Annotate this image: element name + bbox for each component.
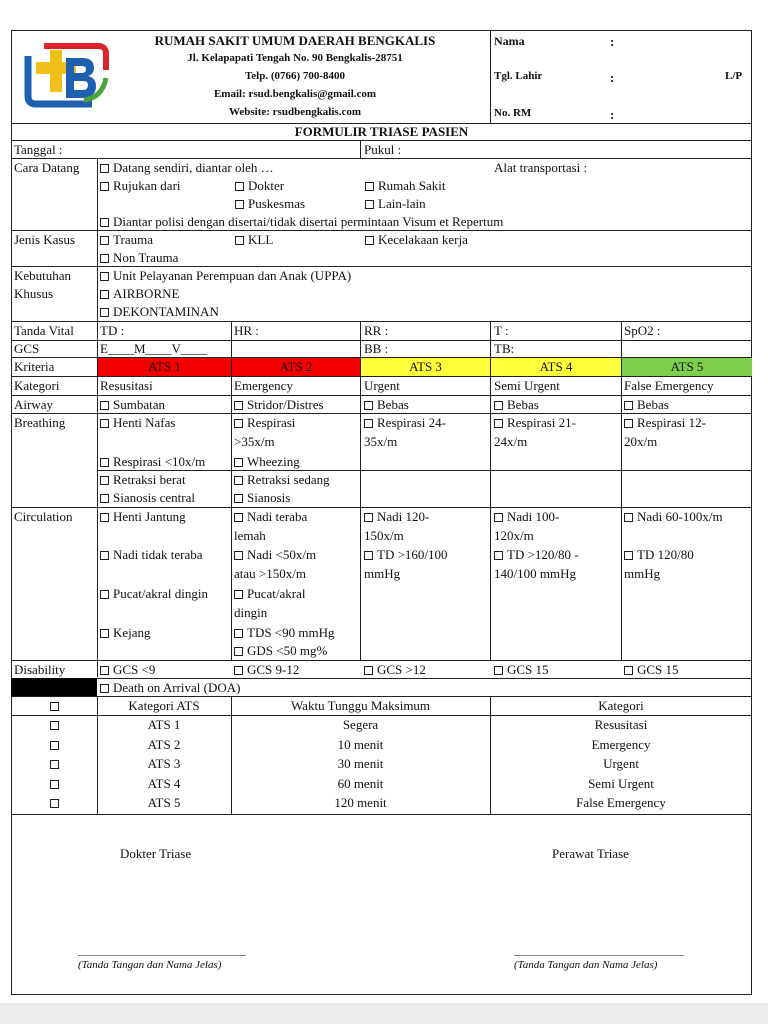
circulation-label: Circulation [14,509,73,524]
nadi-100-120-checkbox[interactable]: Nadi 100- [494,509,559,524]
dokter-checkbox[interactable]: Dokter [235,178,284,193]
respirasi-gt35-line2: >35x/m [234,434,275,449]
henti-nafas-checkbox[interactable]: Henti Nafas [100,415,175,430]
respirasi-21-24-line2: 24x/m [494,434,528,449]
checkbox-icon [234,647,243,656]
checkbox-icon [364,551,373,560]
nadi-teraba-lemah-checkbox[interactable]: Nadi teraba [234,509,307,524]
airway-ats2-checkbox[interactable]: Stridor/Distres [234,397,324,412]
nadi-lt50-line2: atau >150x/m [234,566,306,581]
pucat-akral-ats2-checkbox[interactable]: Pucat/akral [234,586,305,601]
nadi-teraba-lemah-line2: lemah [234,528,266,543]
checkbox-icon [100,419,109,428]
lain-lain-checkbox[interactable]: Lain-lain [365,196,426,211]
pucat-akral-ats2-line2: dingin [234,605,268,620]
rule [11,507,752,508]
checkbox-icon [235,236,244,245]
airway-ats4-checkbox[interactable]: Bebas [494,397,539,412]
checkbox-icon [234,419,243,428]
gds-lt50-checkbox[interactable]: GDS <50 mg% [234,643,327,658]
non-trauma-checkbox[interactable]: Non Trauma [100,250,178,265]
tds-lt90-checkbox[interactable]: TDS <90 mmHg [234,625,335,640]
ats3-label: ATS 3 [409,359,442,374]
gcs-lt9-checkbox[interactable]: GCS <9 [100,662,155,677]
checkbox-icon [100,629,109,638]
ats2-label: ATS 2 [279,359,313,374]
summary-row-ats: ATS 3 [147,756,181,771]
respirasi-21-24-checkbox[interactable]: Respirasi 21- [494,415,576,430]
summary-row-wait: 30 menit [337,756,384,771]
checkbox-icon [100,401,109,410]
summary-row-checkbox[interactable] [11,795,97,810]
summary-row-kategori: Emergency [591,736,651,752]
kategori-ats2: Emergency [234,378,293,393]
puskesmas-checkbox[interactable]: Puskesmas [235,196,305,211]
khusus-label: Khusus [14,286,54,301]
rujukan-checkbox[interactable]: Rujukan dari [100,178,181,193]
checkbox-icon [624,513,633,522]
summary-col-wait: Waktu Tunggu Maksimum [290,698,431,713]
td-gt120-checkbox[interactable]: TD >120/80 - [494,547,579,562]
lp-label: L/P [725,70,743,82]
checkbox-icon [235,182,244,191]
pukul-label: Pukul : [364,142,402,157]
checkbox-icon [365,236,374,245]
wheezing-checkbox[interactable]: Wheezing [234,454,300,469]
summary-row-ats: ATS 4 [147,775,181,791]
rule [11,696,752,697]
kriteria-label: Kriteria [14,359,55,374]
td-gt160-line2: mmHg [364,566,401,581]
jenis-kasus-label: Jenis Kasus [14,232,76,247]
ats5-label: ATS 5 [670,359,704,374]
checkbox-icon [100,476,109,485]
henti-jantung-checkbox[interactable]: Henti Jantung [100,509,186,524]
respirasi-12-20-line2: 20x/m [624,434,658,449]
checkbox-icon [494,419,503,428]
kategori-ats5: False Emergency [624,378,714,393]
ats3-header [361,358,490,376]
summary-row-kategori: Semi Urgent [588,775,654,791]
tanggal-label: Tanggal : [14,142,63,157]
summary-row-kategori: Resusitasi [594,717,648,732]
gcs-gt12-checkbox[interactable]: GCS >12 [364,662,426,677]
tanda-vital-label: Tanda Vital [14,323,74,338]
checkbox-icon [100,308,109,317]
kategori-ats3: Urgent [364,378,400,393]
t-field[interactable]: T : [494,323,509,338]
hospital-website: Website: rsudbengkalis.com [228,106,361,118]
checkbox-icon [50,760,59,769]
checkbox-icon [234,494,243,503]
checkbox-icon [100,182,109,191]
cara-datang-sendiri-checkbox[interactable]: Datang sendiri, diantar oleh … [100,160,274,175]
uppa-checkbox[interactable]: Unit Pelayanan Perempuan dan Anak (UPPA) [100,268,351,283]
polisi-checkbox[interactable]: Diantar polisi dengan disertai/tidak disertai permintaan Visum et Repertum [100,214,503,229]
hospital-logo [22,40,110,110]
summary-row-wait: Segera [342,717,379,732]
gcs-15-ats4-checkbox[interactable]: GCS 15 [494,662,549,677]
checkbox-icon [364,513,373,522]
summary-row-kategori: False Emergency [576,795,666,810]
kategori-ats4: Semi Urgent [494,378,560,393]
td-gt120-line2: 140/100 mmHg [494,566,576,581]
summary-row-wait: 60 menit [337,775,384,791]
hospital-name: RUMAH SAKIT UMUM DAERAH BENGKALIS [154,33,436,48]
nadi-60-100-checkbox[interactable]: Nadi 60-100x/m [624,509,723,524]
airborne-checkbox[interactable]: AIRBORNE [100,286,179,301]
trauma-checkbox[interactable]: Trauma [100,232,153,247]
sianosis-checkbox[interactable]: Sianosis [234,490,290,505]
checkbox-icon [234,551,243,560]
tgl-lahir-colon: : [610,70,615,85]
rule [360,140,361,158]
summary-col-ats: Kategori ATS [128,698,200,713]
rumah-sakit-checkbox[interactable]: Rumah Sakit [365,178,446,193]
checkbox-icon [50,702,59,711]
summary-row-wait: 10 menit [337,736,384,752]
checkbox-icon [494,401,503,410]
dokter-signature-line [78,955,246,956]
checkbox-icon [100,458,109,467]
airway-label: Airway [14,397,53,412]
checkbox-icon [100,666,109,675]
dekontaminan-checkbox[interactable]: DEKONTAMINAN [100,304,219,319]
breathing-label: Breathing [14,415,66,430]
td-120-80-checkbox[interactable]: TD 120/80 [624,547,694,562]
kategori-ats1: Resusitasi [100,378,153,393]
checkbox-icon [234,590,243,599]
kebutuhan-label: Kebutuhan [14,268,72,283]
checkbox-icon [100,590,109,599]
nadi-100-120-line2: 120x/m [494,528,534,543]
respirasi-gt35-checkbox[interactable]: Respirasi [234,415,295,430]
checkbox-icon [234,513,243,522]
ats4-label: ATS 4 [539,359,573,374]
summary-row-kategori: Urgent [603,756,639,771]
doa-checkbox[interactable]: Death on Arrival (DOA) [100,680,240,695]
rule [11,814,752,815]
checkbox-icon [365,182,374,191]
rule [11,395,752,396]
hospital-phone: Telp. (0766) 700-8400 [244,70,346,82]
checkbox-icon [234,629,243,638]
cara-datang-label: Cara Datang [14,160,80,175]
checkbox-icon [494,551,503,560]
summary-col-kategori: Kategori [598,698,644,713]
checkbox-icon [100,513,109,522]
checkbox-icon [364,419,373,428]
respirasi-24-35-line2: 35x/m [364,434,398,449]
retraksi-sedang-checkbox[interactable]: Retraksi sedang [234,472,330,487]
checkbox-icon [235,200,244,209]
bottom-strip [0,1003,768,1024]
kategori-label: Kategori [14,378,60,393]
summary-row-checkbox[interactable] [11,756,97,771]
airway-ats5-checkbox[interactable]: Bebas [624,397,669,412]
airway-ats3-checkbox[interactable]: Bebas [364,397,409,412]
gcs-15-ats5-checkbox[interactable]: GCS 15 [624,662,679,677]
rule [11,660,752,661]
checkbox-icon [50,799,59,808]
tb-field[interactable]: TB: [494,341,515,356]
summary-header-checkbox[interactable] [11,698,97,713]
rule [11,140,752,141]
perawat-triase-label: Perawat Triase [552,846,629,861]
ats5-header [622,358,752,376]
rule [11,376,752,377]
ats1-header [98,358,231,376]
checkbox-icon [100,684,109,693]
pucat-akral-dingin-ats1-checkbox[interactable]: Pucat/akral dingin [100,586,208,601]
respirasi-lt10-checkbox[interactable]: Respirasi <10x/m [100,454,205,469]
gcs-label: GCS [14,341,40,356]
rule [11,321,752,322]
checkbox-icon [624,401,633,410]
rule [97,470,752,471]
nadi-120-150-checkbox[interactable]: Nadi 120- [364,509,429,524]
checkbox-icon [364,401,373,410]
respirasi-12-20-checkbox[interactable]: Respirasi 12- [624,415,706,430]
checkbox-icon [100,164,109,173]
ats4-header [491,358,621,376]
summary-row-checkbox[interactable] [11,717,97,732]
checkbox-icon [234,476,243,485]
checkbox-icon [494,666,503,675]
checkbox-icon [365,200,374,209]
checkbox-icon [50,721,59,730]
rule [490,30,491,123]
hospital-address: Jl. Kelapapati Tengah No. 90 Bengkalis-28751 [187,52,403,64]
nama-label: Nama [494,34,525,48]
dokter-triase-label: Dokter Triase [120,846,192,861]
checkbox-icon [100,254,109,263]
checkbox-icon [100,551,109,560]
sianosis-central-checkbox[interactable]: Sianosis central [100,490,195,505]
summary-row-ats: ATS 2 [147,736,181,752]
checkbox-icon [100,290,109,299]
nadi-lt50-checkbox[interactable]: Nadi <50x/m [234,547,316,562]
rule [11,266,752,267]
summary-row-wait: 120 menit [334,795,387,810]
rule [97,158,98,677]
no-rm-colon: : [610,107,615,122]
checkbox-icon [624,666,633,675]
checkbox-icon [50,741,59,750]
td-120-80-line2: mmHg [624,566,661,581]
checkbox-icon [100,218,109,227]
rule [11,715,752,716]
kejang-checkbox[interactable]: Kejang [100,625,151,640]
summary-row-ats: ATS 1 [147,717,181,732]
hospital-email: Email: rsud.bengkalis@gmail.com [213,88,377,100]
form-title: FORMULIR TRIASE PASIEN [294,124,469,139]
td-gt160-checkbox[interactable]: TD >160/100 [364,547,448,562]
checkbox-icon [234,458,243,467]
rr-field[interactable]: RR : [364,323,389,338]
respirasi-24-35-checkbox[interactable]: Respirasi 24- [364,415,446,430]
summary-row-checkbox[interactable] [11,776,97,791]
disability-label: Disability [14,662,66,677]
checkbox-icon [234,401,243,410]
ats2-header [232,358,360,376]
checkbox-icon [624,551,633,560]
checkbox-icon [364,666,373,675]
ats1-label: ATS 1 [148,359,181,374]
checkbox-icon [624,419,633,428]
rule [11,678,752,679]
bb-field[interactable]: BB : [364,341,389,356]
checkbox-icon [100,272,109,281]
kecelakaan-kerja-checkbox[interactable]: Kecelakaan kerja [365,232,468,247]
checkbox-icon [50,780,59,789]
airway-ats1-checkbox[interactable]: Sumbatan [100,397,165,412]
gcs-9-12-checkbox[interactable]: GCS 9-12 [234,662,299,677]
alat-transportasi-label: Alat transportasi : [494,160,588,175]
summary-row-ats: ATS 5 [147,795,181,810]
summary-row-checkbox[interactable] [11,737,97,752]
nadi-120-150-line2: 150x/m [364,528,404,543]
retraksi-berat-checkbox[interactable]: Retraksi berat [100,472,186,487]
hr-field[interactable]: HR : [234,323,259,338]
checkbox-icon [234,666,243,675]
rule [11,158,752,159]
td-field[interactable]: TD : [100,323,125,338]
perawat-signature-line [514,955,684,956]
doa-black-cell [11,678,97,696]
kll-checkbox[interactable]: KLL [235,232,273,247]
dokter-signature-note: (Tanda Tangan dan Nama Jelas) [78,959,222,971]
gcs-emv-field[interactable]: E____M____V____ [100,341,207,356]
rule [11,413,752,414]
perawat-signature-note: (Tanda Tangan dan Nama Jelas) [514,959,658,971]
checkbox-icon [100,494,109,503]
no-rm-label: No. RM [494,107,532,119]
tgl-lahir-label: Tgl. Lahir [494,70,543,82]
rule [11,230,752,231]
nama-colon: : [610,34,615,49]
nadi-tidak-teraba-checkbox[interactable]: Nadi tidak teraba [100,547,203,562]
checkbox-icon [494,513,503,522]
checkbox-icon [100,236,109,245]
spo2-field[interactable]: SpO2 : [624,323,661,338]
